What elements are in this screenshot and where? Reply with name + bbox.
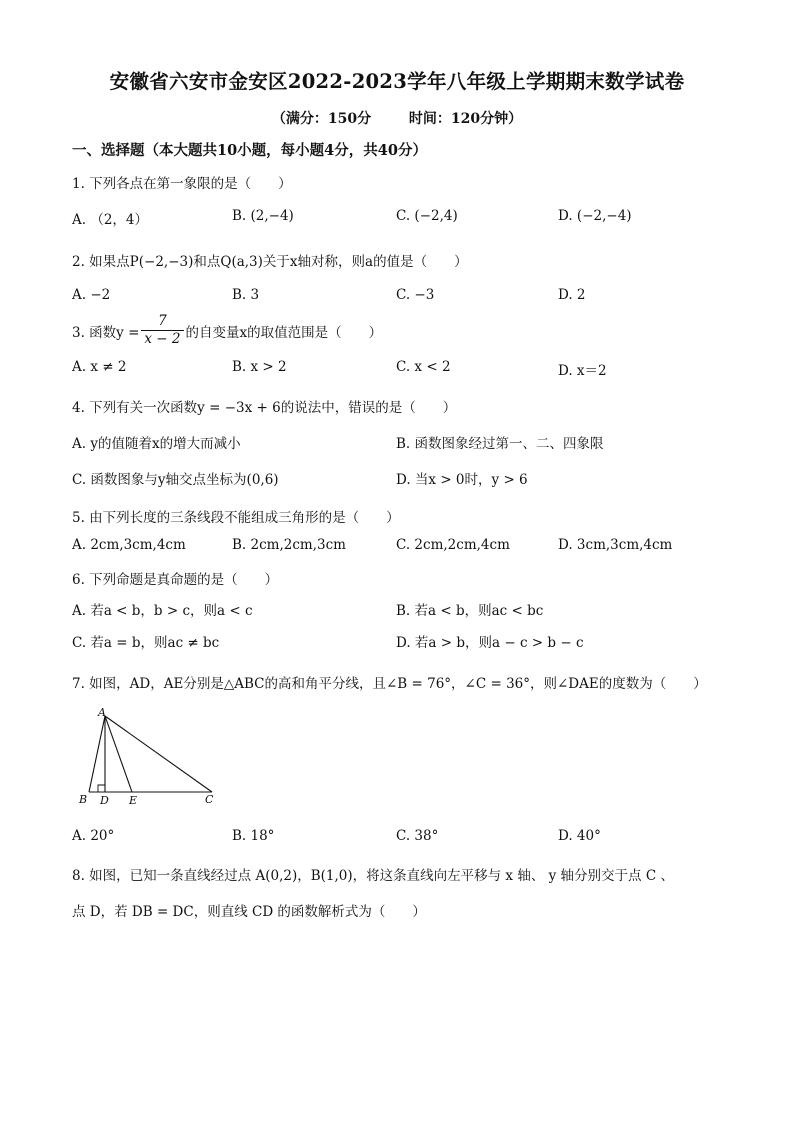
right-angle-mark (98, 785, 105, 792)
label-e: E (129, 794, 138, 807)
question-4-stem: 4. 下列有关一次函数y = −3x + 6的说法中，错误的是（ ） (72, 400, 457, 416)
section-heading: 一、选择题（本大题共10小题，每小题4分，共40分） (72, 142, 427, 159)
q2-option-b: B. 3 (232, 287, 260, 303)
q3-fraction-denominator: x − 2 (144, 331, 181, 347)
q7-option-b: B. 18° (232, 828, 275, 844)
bisector-ae (105, 716, 132, 792)
q7-option-a: A. 20° (72, 828, 115, 844)
q4-option-c: C. 函数图象与y轴交点坐标为(0,6) (72, 472, 279, 488)
q6-option-a: A. 若a < b，b > c，则a < c (72, 603, 253, 619)
time-limit: 时间：120分钟） (408, 111, 523, 127)
question-3-stem (72, 313, 382, 348)
q3-option-b: B. x > 2 (232, 359, 287, 375)
q3-option-d: D. x＝2 (558, 363, 607, 379)
q7-option-c: C. 38° (396, 828, 439, 844)
exam-subtitle (0, 108, 794, 128)
q1-option-c: C. (−2,4) (396, 208, 458, 224)
q3-stem-suffix: 的自变量x的取值范围是（ ） (185, 324, 383, 341)
q3-fraction (141, 313, 183, 348)
q6-option-b: B. 若a < b，则ac < bc (396, 603, 544, 619)
side-ac (105, 716, 212, 792)
label-c: C (205, 793, 214, 806)
question-5-stem: 5. 由下列长度的三条线段不能组成三角形的是（ ） (72, 510, 400, 526)
q3-stem-prefix: 3. 函数y = (72, 324, 140, 341)
q6-option-c: C. 若a = b，则ac ≠ bc (72, 635, 220, 651)
q5-option-c: C. 2cm,2cm,4cm (396, 537, 510, 553)
label-b: B (79, 793, 88, 806)
question-2-stem: 2. 如果点P(−2,−3)和点Q(a,3)关于x轴对称，则a的值是（ ） (72, 254, 468, 270)
exam-title: 安徽省六安市金安区2022-2023学年八年级上学期期末数学试卷 (109, 70, 685, 93)
q4-option-a: A. y的值随着x的增大而减小 (72, 436, 241, 452)
full-score: （满分：150分 (271, 111, 372, 127)
question-1-stem: 1. 下列各点在第一象限的是（ ） (72, 176, 292, 192)
q3-option-a: A. x ≠ 2 (72, 359, 127, 375)
label-d: D (100, 794, 109, 807)
question-7-stem: 7. 如图，AD，AE分别是△ABC的高和角平分线，且∠B = 76°，∠C = 36°，则∠DAE的度数为（ ） (72, 676, 707, 692)
question-8-line-2: 点 D，若 DB = DC，则直线 CD 的函数解析式为（ ） (72, 904, 426, 920)
q4-option-b: B. 函数图象经过第一、二、四象限 (396, 436, 604, 452)
q2-option-a: A. −2 (72, 287, 111, 303)
q5-option-d: D. 3cm,3cm,4cm (558, 537, 673, 553)
question-6-stem: 6. 下列命题是真命题的是（ ） (72, 572, 279, 588)
q3-option-c: C. x < 2 (396, 359, 451, 375)
q1-option-b: B. (2,−4) (232, 208, 294, 224)
q4-option-d: D. 当x > 0时，y > 6 (396, 472, 528, 488)
q2-option-d: D. 2 (558, 287, 586, 303)
q3-fraction-numerator: 7 (141, 313, 183, 331)
side-ab (89, 716, 105, 792)
q1-option-d: D. (−2,−4) (558, 208, 632, 224)
label-a: A (98, 706, 106, 719)
q6-option-d: D. 若a > b，则a − c > b − c (396, 635, 584, 651)
q5-option-b: B. 2cm,2cm,3cm (232, 537, 346, 553)
triangle-figure (74, 704, 224, 808)
q5-option-a: A. 2cm,3cm,4cm (72, 537, 186, 553)
q7-option-d: D. 40° (558, 828, 601, 844)
q2-option-c: C. −3 (396, 287, 435, 303)
q1-option-a: A. （2，4） (72, 212, 149, 228)
question-8-line-1: 8. 如图，已知一条直线经过点 A(0,2)，B(1,0)，将这条直线向左平移与 x 轴、 y 轴分别交于点 C 、 (72, 868, 674, 884)
